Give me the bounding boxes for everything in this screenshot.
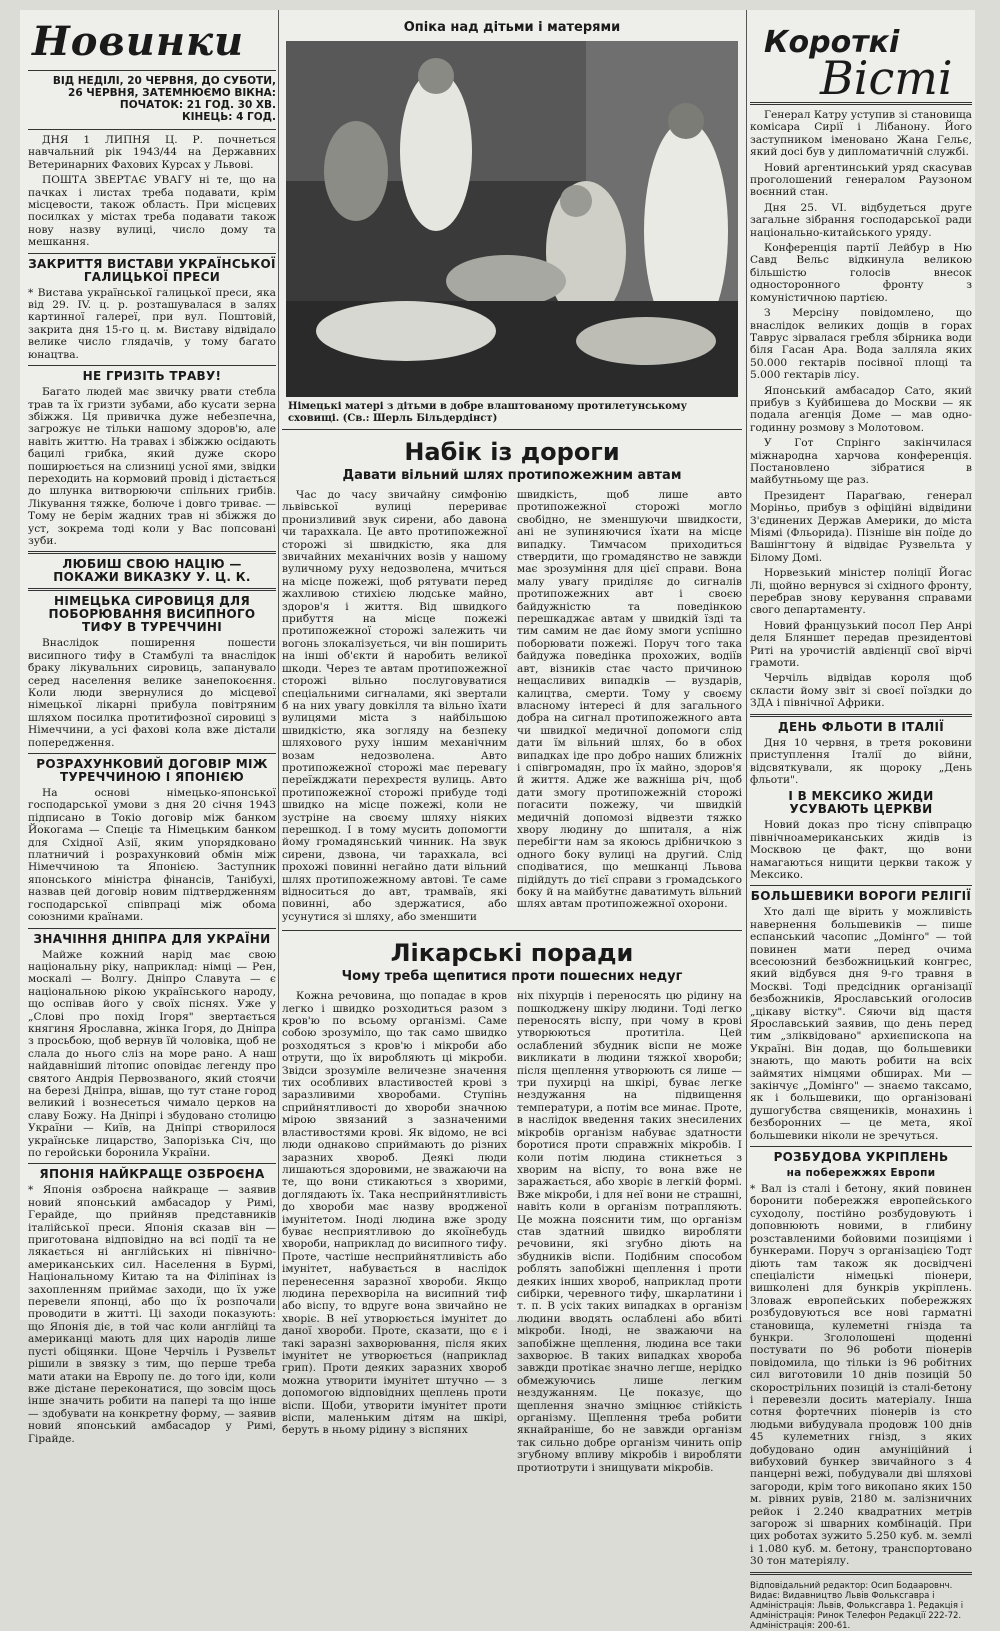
section-heading: РОЗРАХУНКОВИЙ ДОГОВІР МІЖ ТУРЕЧЧИНОЮ І ЯПОНІЄЮ bbox=[36, 757, 268, 785]
right-column bbox=[750, 10, 972, 1631]
brief-item: Черчіль відвідав короля щоб скласти йому звіт зі своєї поїздки до ЗДА і північної Африки. bbox=[750, 672, 972, 710]
brief-item: З Мерсіну повідомлено, що внаслідок великих дощів в горах Таврус зірвалася гребля збірника води біля Гасан Ара. Вода залляла яких 50.000 гектарів посівної площі та 5.000 гектарів лісу. bbox=[750, 307, 972, 382]
news-paragraph: * Вистава української галицької преси, яка від 29. IV. ц. р. розташувалася в залях картинної галереї, при вул. Поштовій, закрита дня 15-го ц. м. Виставу відвідало велике число глядачів, у тому багато юнацтва. bbox=[28, 286, 276, 361]
photo-title: Опіка над дітьми і матерями bbox=[403, 20, 621, 35]
masthead-word: Вісті bbox=[820, 51, 953, 105]
article-body bbox=[282, 489, 742, 926]
brief-item: Новий французький посол Пер Анрі деля Бляншет передав президентові Риті на урочистій авдієнції свої вірчі грамоти. bbox=[750, 619, 972, 670]
shelter-photo-illustration bbox=[286, 41, 738, 397]
article-paragraph: ніх піхурців і переносять цю рідину на пошкоджену шкіру людини. Тоді легко переносять віспу, при чому в крові утворюються протитіла. Цей ослаблений збудник віспи не може викликати в людини тяжкої хвороби; після щеплення утворюють ся лише — три пухирці на шкірі, буває легке нездужання на підвищення температури, а потім все минає. Проте, в наслідок введення таких знесилених мікробів організм набуває здатности боротися проти справжніх мікробів. І коли потім людина стикнеться з хворим на віспу, то вона вже не заражається, або хворіє в легкій формі. Вже мікроби, і для неї вони не страшні, навіть коли в організм потрапляють. Це можна пояснити тим, що організм став здатний швидко виробляти речовини, які згубно діють на збудників віспи. Подібним способом роблять запобіжні щеплення і проти деяких інших хвороб, наприклад проти сибірки, черевного тифу, шкарлатини і т. п. В усіх таких випадках в організм людини вводять ослаблені або вбиті мікроби. Іноді, не зважаючи на запобіжне щеплення, людина все таки захворює. В таких випадках хвороба завжди протікає значно легше, нерідко обмежуючись лише легким нездужанням. Це показує, що щеплення значно зміцнює стійкість організму. Щеплення треба робити якнайраніше, бо не завжди організм так сильно добре організм чинить опір згубному впливу мікробів і виробляти протиотрути і знищувати мікробів. bbox=[517, 990, 742, 1474]
news-paragraph: Дня 10 червня, в третя роковини приступлення Італії до війни, відсвяткували, як щороку „День фльоти". bbox=[750, 736, 972, 786]
brief-item: Генерал Катру уступив зі становища комісара Сирії і Лібанону. Його заступником іменовано Жана Гельє, який досі був у дипломатичній службі. bbox=[750, 109, 972, 159]
news-photo bbox=[286, 41, 738, 397]
brief-item: Норвезький міністер поліції Йогас Лі, щойно вернувся зі східного фронту, перебрав знову керування справами свого департаменту. bbox=[750, 567, 972, 617]
center-column bbox=[282, 10, 742, 1474]
news-paragraph: Майже кожний нарід має свою національну ріку, наприклад: німці — Рен, москалі — Волгу. Дніпро Славута — є національною рікою українського народу, що оспівав його у своїх піснях. Уже у „Слові про похід Ігоря" звертається княгиня Ярославна, жінка Ігоря, до Дніпра з просьбою, щоб вернув їй чоловіка, щоб не слала до нього сліз на море рано. А наш найдавніший літопис оповідає легенду про святого Андрія Первозваного, який стоячи на березі Дніпра, вішав, що тут стане город великий і вознесеться чимало церков на славу Божу. На Дніпрі і збудовано столицю України — Київ, на Дніпрі створилося українське лицарство, Запорізька Січ, що по геройськи боронила України. bbox=[28, 948, 276, 1159]
caption-credit: (Св.: Шерль Більдердінст) bbox=[342, 413, 498, 424]
brief-item: Новий аргентинський уряд скасував проголошений генералом Раузоном воєнний стан. bbox=[750, 161, 972, 199]
photo-caption bbox=[288, 401, 736, 425]
article-headline: Набік із дороги bbox=[404, 438, 620, 466]
column-divider bbox=[278, 10, 279, 1310]
section-heading: І В МЕКСИКО ЖИДИ УСУВАЮТЬ ЦЕРКВИ bbox=[788, 789, 934, 817]
section-heading: НЕ ГРИЗІТЬ ТРАВУ! bbox=[82, 369, 222, 384]
section-heading: ЯПОНІЯ НАЙКРАЩЕ ОЗБРОЄНА bbox=[39, 1167, 265, 1182]
article-subheadline: Давати вільний шлях протипожежним автам bbox=[342, 468, 682, 483]
schedule-start: ПОЧАТОК: 21 ГОД. 30 ХВ. bbox=[119, 99, 276, 111]
section-heading: БОЛЬШЕВИКИ ВОРОГИ РЕЛІГІЇ bbox=[750, 889, 972, 904]
blackout-schedule bbox=[28, 75, 276, 123]
article-subheadline: Чому треба щепитися проти пошесних недуг bbox=[341, 969, 683, 985]
masthead-word: Короткі bbox=[764, 25, 900, 60]
news-paragraph: Внаслідок поширення пошести висипного тифу в Стамбулі та внаслідок браку лікувальних сировиць, запанувало серед населення велике занепокоєння. Коли люди звернулися до місцевої німецької лікарні прибула повітряним шляхом посилка протитифозної сировиці з Німеччини, а усі фахові кола вже дістали попередження. bbox=[28, 637, 276, 749]
brief-item: Конференція партії Лейбур в Ню Савд Вельс відкинула великою більшістю голосів внесок односторонного фронту з комуністичною партією. bbox=[750, 242, 972, 304]
newspaper-page bbox=[20, 10, 975, 1631]
news-paragraph: ПОШТА ЗВЕРТАЄ УВАГУ ні те, що на пачках і листах треба подавати, крім місцевости, також область. При місцевих посилках у містах треба подавати також нову назву вулиці, число дому та мешкання. bbox=[28, 174, 276, 249]
masthead-korotki-visti bbox=[750, 25, 972, 105]
brief-item: Президент Параґваю, генерал Моріньо, прибув з офіційні відвідини З'єдинених Держав Америки, до міста Міямі (Фльорида). Пізніше він поїде до Вашінгтону й відвідає Рузвельта у Білому Домі. bbox=[750, 489, 972, 564]
news-paragraph: * Японія озброєна найкраще — заявив новий японський амбасадор у Римі, Герайде, що прийняв представників італійської преси. Японія сказав він — приготована відповідно на всі події та не лякається ні англійських ні північно-американських сил. Населення в Бурмі, Національному Китаю та на Філіпінах із захопленням приймає заходи, що їх уже перевели японці, або що їх розпочали проводити в житті. Ці заходи показують: що Японія діє, в той час коли англійці та американці мають для цих народів лише пусті обіцянки. Щоне Черчіль і Рузвельт рішили в звязку з тим, що перше треба мати атаки на Европу пе. до того іди, коли вже дістане переконатися, що зовсім щось інше значить робити на папері та що інше — здобувати на конкретну форму, — заявив новий японський амбасадор у Римі, Гірайде. bbox=[28, 1184, 276, 1445]
article-paragraph: Кожна речовина, що попадає в кров легко і швидко розходиться разом з кров'ю по всьому організмі. Саме собою зрозуміло, що так само швидко розходяться з кров'ю і мікроби або отрути, що їх виробляють ці мікроби. Звідси зрозуміле величезне значення тих особливих властивостей крові з заразливими хворобами. Ступінь сприйнятливості до хвороби значною мірою звязаний з зазначеними властивостями крові. Як відомо, не всі люди однаково сприймають до різних заразних хвороб. Деякі люди лишаються здоровими, не зважаючи на те, що вони стикаються з хворими, доглядають їх. Така несприйнятливість до хвороби має назву вродженої імунітетом. Іноді людина вже зроду буває несприятливою до якоїнебудь хвороби, наприклад до висипного тифу. Проте, частіше несприйнятливість або імунітет, набувається в наслідок перенесення заразної хвороби. Якщо людина перехворіла на висипний тиф або віспу, то вдруге вона звичайно не хворіє. В неї утворюється імунітет до даної хвороби. Проте, сказати, що є і такі заразні захворювання, після яких імунітет не утворюється (наприклад грип). Проти деяких заразних хвороб можна утворити імунітет штучно — з допомогою відповідних щеплень проти віспи. Щоби, утворити імунітет проти віспи, маленьким дітям на шкірі, беруть в ньому рідину з віспяних bbox=[282, 990, 507, 1437]
section-heading: ЗАКРИТТЯ ВИСТАВИ УКРАЇНСЬКОЇ ГАЛИЦЬКОЇ ПРЕСИ bbox=[28, 256, 276, 284]
schedule-line: 26 ЧЕРВНЯ, ЗАТЕМНЮЄМО ВІКНА: bbox=[68, 87, 276, 99]
section-heading: ЗНАЧІННЯ ДНІПРА ДЛЯ УКРАЇНИ bbox=[33, 931, 271, 946]
section-subheading: на побережжях Европи bbox=[786, 1167, 936, 1180]
article-paragraph: швидкість, щоб лише авто протипожежної сторожі могло свобідно, не зменшуючи швидкости, ані не зупиняючися їхати на місце випадку. Тимчасом приходиться ствердити, що громадянство не завжди має зрозуміння для цієї справи. Вона малу увагу приділяє до сигналів протипожежних авт і своєю байдужністю та поведінкою перешкаджає автам у швидкій їзді та тим самим не дає йому змоги успішно поборювати пожежі. Поруч того така байдужа поведінка прохожих, водіїв авт, візників стає часто причиною нещасливих випадків — вуздарів, калицтва, смерти. Тому у своєму власному інтересі й для загального добра на сигнал протипожежного авта чи швидкої медичної допомоги слід дати їм вільний шлях, бо в обох випадках іде про добро наших ближніх і співгромадян, про їх майно, здоров'я й життя. Адже же важніша річ, щоб дати змогу протипожежній сторожі погасити пожежу, чи швидкій медичній допомозі відвезти тяжко хвору людину до шпиталя, а ніж перебігти нам за якоюсь дрібничкою з одного боку вулиці на другий. Слід сподіватися, що мешканці Львова підійдуть до тієї справи з громадського боку й на майбутнє даватимуть вільний шлях автам протипожежної охорони. bbox=[517, 489, 742, 911]
news-paragraph: Багато людей має звичку рвати стебла трав та їх гризти зубами, або кусати зерна збіжжя. Ця привичка дуже небезпечна, загрожує не тільки нашому здоров'ю, але навіть життю. На травах і збіжжю осідають бацилі грибка, який дуже скоро поширюється на слизниці усної ями, звідки переходить на кормовий провід і дістається до шлунка витворюючи спільних грибів. Лікування тяжке, болюче і довго триває. — Тому не берім жадних трав ні збіжжя до уст, зокрема тоді коли у Вас попсовані зуби. bbox=[28, 386, 276, 547]
brief-item: Японський амбасадор Сато, який прибув з Куйбишева до Москви — як подала агенція Доме — мав одно-годинну розмову з Молотовом. bbox=[750, 384, 972, 434]
brief-item: У Гот Спрінго закінчилася міжнародна харчова конференція. Постановлено зібратися в майбутньому ще раз. bbox=[750, 437, 972, 487]
section-heading: НІМЕЦЬКА СИРОВИЦЯ ДЛЯ ПОБОРЮВАННЯ ВИСИПНОГО ТИФУ В ТУРЕЧЧИНІ bbox=[48, 594, 256, 635]
caption-text: Німецькі матері з дітьми в добре влаштованому протилетунському сховищі. bbox=[288, 401, 687, 424]
news-paragraph: На основі німецько-японської господарської умови з дня 20 січня 1943 підписано в Токіо договір між банком Йокогама — Спеціє та Німецьким банком для Східної Азії, яким упорядковано платничий і розрахунковий обмін між Німеччиною та Японією. Заступник японського міністра фінансів, Танібухі, назвав цей договір новим підтвердженням господарської співпраці між обома союзними країнами. bbox=[28, 787, 276, 924]
news-paragraph: Новий доказ про тісну співпрацю північноамериканських жидів із Москвою це факт, що вони намагаються нищити церкви також у Мексико. bbox=[750, 819, 972, 881]
news-paragraph: ДНЯ 1 ЛИПНЯ Ц. Р. почнеться навчальний рік 1943/44 на Державних Ветеринарних Фахових Курсах у Львові. bbox=[28, 134, 276, 171]
column-divider bbox=[746, 10, 747, 1310]
article-paragraph: Час до часу звичайну симфонію львівської вулиці перериває пронизливий звук сирени, або давона чи тарахкала. Це авто протипожежної сторожі зі швидкістю, яка для звичайних механічних возів у нашому вуличному руху недозволена, мчиться на місце пожежі, щоб рятувати перед жахливою стихією людське майно, здоров'я і життя. Від швидкого прибуття на місце пожежі протипожежної сторожі залежить чи вогонь злокалізується, чи він поширить на інші об'єкти й наробить великої шкоди. Через те автам протипожежної сторожі вільно послуговуватися спеціальними сигналами, які звертали б на них увагу довкілля та вільно їхати вулицями міста з найбільшою швидкістю, яка зогляду на безпеку шляхового руху іншим механічним возам недозволена. Авто протипожежної сторожі має перевагу переїжджати перехрестя вулиць. Авто протипожежної сторожі прибуде тоді швидко на місце пожежі, коли не зустріне на своєму шляху ніяких перешкод. І в тому мусить допомогти йому громадянський чинник. На звук сирени, дзвона, чи тарахкала, всі прохожі повинні негайно дати вільний шлях протипожежному автові. Те саме відноситься до авт, трамваїв, які повинні, або здержатися, або усунутися зі шляху, або зменшити bbox=[282, 489, 507, 923]
news-paragraph: * Вал із сталі і бетону, який повинен боронити побережжя европейського суходолу, постійно розбудовують і доповнюють новими, в глибину розставленими бойовими позиціями і бункерами. Поруч з організацією Тодт діють там також як досвідчені спеціалісти німецькі піонери, вишколені для бункрів укріплень. Зловаж европейських побережжях розбудовуються все нові гарматні становища, кулеметні гнізда та бункри. Згололошені щоденні постувати по 96 роботи піонерів повідомила, що тільки із 96 робітних сил виготовили 10 днів позицій 50 скорострільних позицій із сталі-бетону і перевезли досить матеріалу. Інша сотня фортечних піонерів із сто людьми вибудувала продовж 100 днів 45 кулеметних гнізд, з яких добудовано один амуніційний і вибуховий бункер звичайного з 4 панцерні вежі, побудували дві шляхові загороди, крім того викопано яких 150 м. рівних рувів, 2180 м. залізничних рейок і 2.240 квадратних метрів загорож зі шварних комбінацій. При цих роботах зужито 5.250 куб. м. землі і 1.080 куб. м. бетону, транспортовано 30 тон матеріялу. bbox=[750, 1183, 972, 1568]
article-body bbox=[282, 990, 742, 1477]
section-heading: РОЗБУДОВА УКРІПЛЕНЬ bbox=[773, 1150, 949, 1165]
section-heading: ДЕНЬ ФЛЬОТИ В ІТАЛІЇ bbox=[777, 719, 945, 734]
imprint: Відповідальний редактор: Осип Бодааровнч. Видає: Видавництво Львів Фольксгавра і Адміністрація: Львів, Фольксгавра 1. Редакція і Адміністрація: Ринок Телефон Редакції 222-72. Адміністрація: 200-61. bbox=[750, 1580, 964, 1631]
news-paragraph: Хто далі ще вірить у можливість навернення большевиків — пише еспанський часопис „Домінго" — той повинен мати перед очима всесоюзний безбожницький конгрес, який відбувся дня 9-го травня в Москві. Тоді предсідник організації безбожників, Ярославський оголосив „цікаву вістку". Сяючи від щастя Ярославський заявив, що день перед тим „зліквідовано" архиєпископа на Україні. Він додав, що большевики знають, що мають робити на всіх займятих німцями обширах. Ми — закінчує „Домінго" — знаємо таксамо, як і большевики, що організовані душогубства священиків, монахинь і безборонних — це мета, якої большевики ніколи не зречуться. bbox=[750, 906, 972, 1142]
schedule-end: КІНЕЦЬ: 4 ГОД. bbox=[182, 111, 276, 123]
schedule-line: ВІД НЕДІЛІ, 20 ЧЕРВНЯ, ДО СУБОТИ, bbox=[52, 75, 276, 87]
slogan: ЛЮБИШ СВОЮ НАЦІЮ — ПОКАЖИ ВИКАЗКУ У. Ц. К. bbox=[53, 557, 251, 585]
brief-item: Дня 25. VI. відбудеться друге загальне зібрання господарської ради національно-китайського уряду. bbox=[750, 201, 972, 239]
article-headline: Лікарські поради bbox=[390, 939, 634, 968]
left-column bbox=[28, 10, 276, 1445]
masthead-novynky: Новинки bbox=[32, 18, 245, 65]
